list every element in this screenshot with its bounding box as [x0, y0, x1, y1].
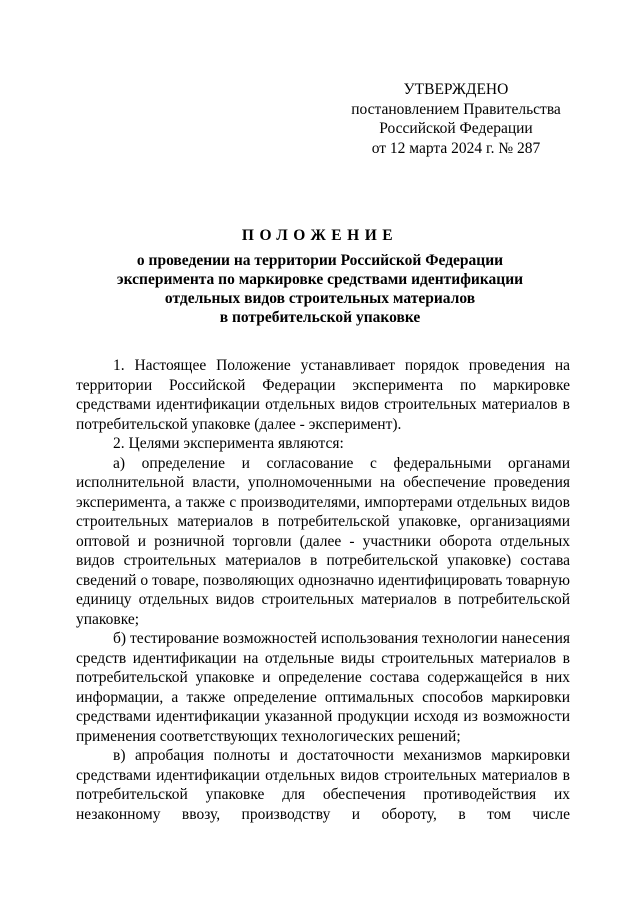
approved-label: УТВЕРЖДЕНО: [403, 81, 509, 98]
approval-line-2: Российской Федерации: [379, 120, 533, 137]
approval-stamp: [340, 80, 572, 158]
paragraph-2v: в) апробация полноты и достаточности механизмов маркировки средствами идентификации отдельных видов строительных материалов в потребительской упаковке для обеспечения противодействия их незаконному ввозу, производству и обороту, в том числе: [76, 747, 570, 823]
paragraph-1: 1. Настоящее Положение устанавливает порядок проведения на территории Российской Федерации эксперимента по маркировке средствами идентификации отдельных видов строительных материалов в потребительской упаковке (далее - эксперимент).: [76, 357, 570, 433]
paragraph-2b: б) тестирование возможностей использования технологии нанесения средств идентификации на отдельные виды строительных материалов в потребительской упаковке и определение состава содержащейся в них информации, а также определение оптимальных способов маркировки средствами идентификации указанной продукции исходя из возможности применения соответствующих технологических решений;: [76, 630, 570, 745]
subtitle-line: о проведении на территории Российской Федерации: [136, 252, 504, 269]
subtitle-line: в потребительской упаковке: [219, 309, 421, 326]
subtitle-line: эксперимента по маркировке средствами идентификации: [116, 271, 524, 288]
document-title: ПОЛОЖЕНИЕ: [241, 227, 399, 244]
approval-line-1: постановлением Правительства: [351, 100, 561, 118]
document-body: [76, 356, 570, 824]
approval-line-3: от 12 марта 2024 г. № 287: [371, 139, 541, 157]
subtitle-line: отдельных видов строительных материалов: [164, 290, 476, 307]
paragraph-2: 2. Целями эксперимента являются:: [113, 435, 344, 452]
paragraph-2a: а) определение и согласование с федеральными органами исполнительной власти, уполномоченными на обеспечение проведения эксперимента, а также с производителями, импортерами отдельных видов строительных материалов в потребительской упаковке, организациями оптовой и розничной торговли (далее - участники оборота отдельных видов строительных материалов в потребительской упаковке) состава сведений о товаре, позволяющих однозначно идентифицировать товарную единицу отдельных видов строительных материалов в потребительской упаковке;: [76, 454, 570, 628]
document-subtitle: [70, 251, 570, 327]
